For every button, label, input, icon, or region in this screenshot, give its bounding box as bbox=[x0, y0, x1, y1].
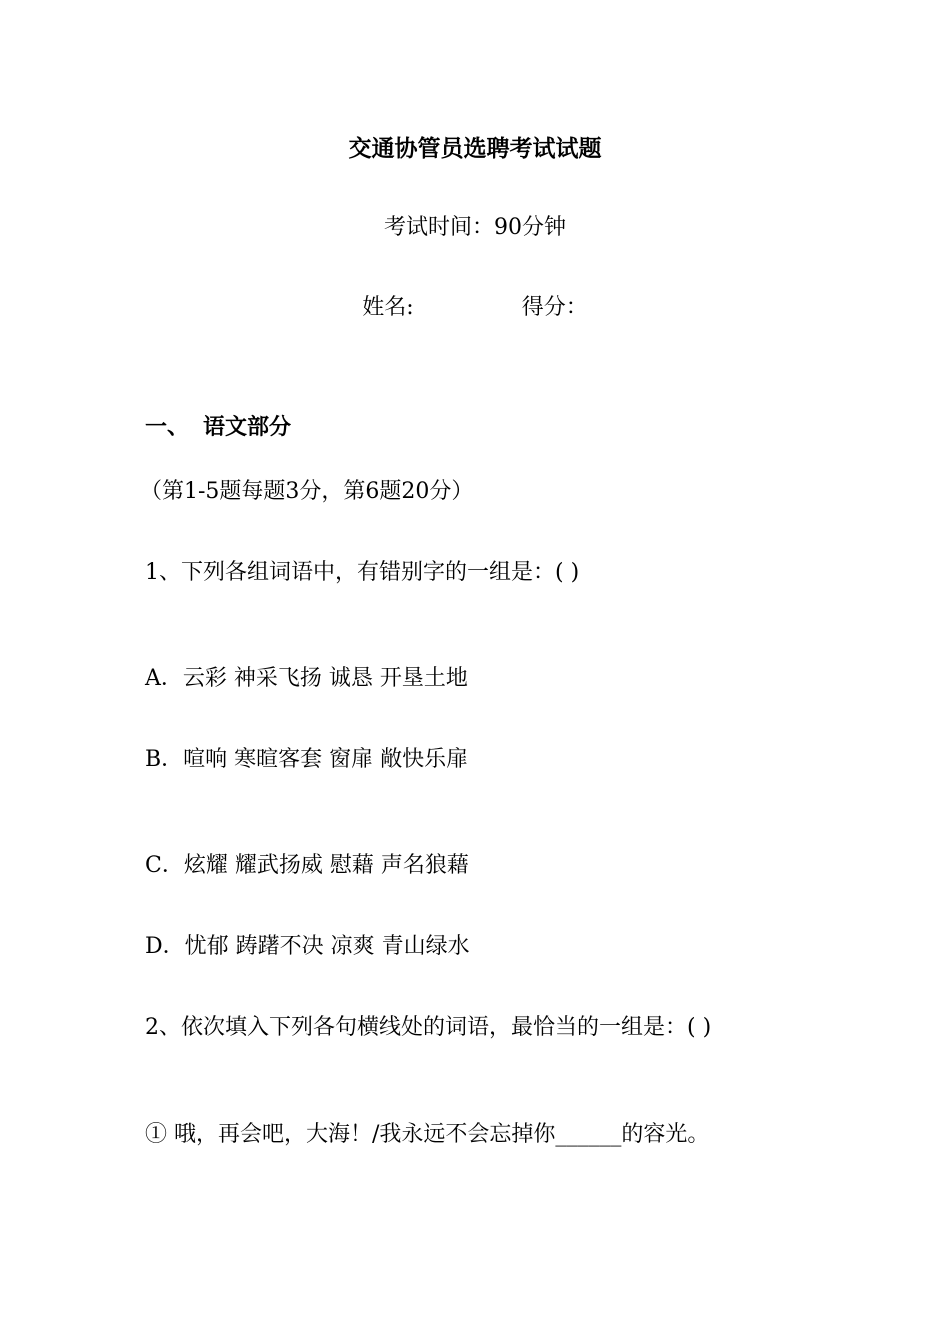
question-2-stem: 2、依次填入下列各句横线处的词语，最恰当的一组是：( ) bbox=[145, 1015, 712, 1040]
page-title: 交通协管员选聘考试试题 bbox=[348, 135, 602, 162]
section-note: （第1-5题每题3分，第6题20分） bbox=[140, 479, 474, 504]
question-1-option-a: A．云彩 神采飞扬 诚恳 开垦土地 bbox=[145, 666, 468, 691]
name-label: 姓名: bbox=[362, 295, 414, 320]
section-title: 语文部分 bbox=[203, 414, 292, 440]
question-1-option-c: C．炫耀 耀武扬威 慰藉 声名狼藉 bbox=[145, 853, 469, 878]
exam-time: 考试时间：90分钟 bbox=[384, 215, 566, 240]
score-label: 得分： bbox=[521, 295, 588, 320]
question-1-option-b: B．喧响 寒暄客套 窗扉 敞快乐扉 bbox=[145, 747, 469, 772]
section-number: 一、 bbox=[145, 414, 190, 440]
question-1-stem: 1、下列各组词语中，有错别字的一组是：( ) bbox=[145, 560, 580, 585]
name-score-row bbox=[0, 293, 950, 323]
question-2-sentence-1: ① 哦，再会吧，大海！/我永远不会忘掉你______的容光。 bbox=[145, 1122, 710, 1147]
question-1-option-d: D．忧郁 踌躇不决 凉爽 青山绿水 bbox=[145, 934, 470, 959]
section-heading bbox=[145, 412, 291, 442]
